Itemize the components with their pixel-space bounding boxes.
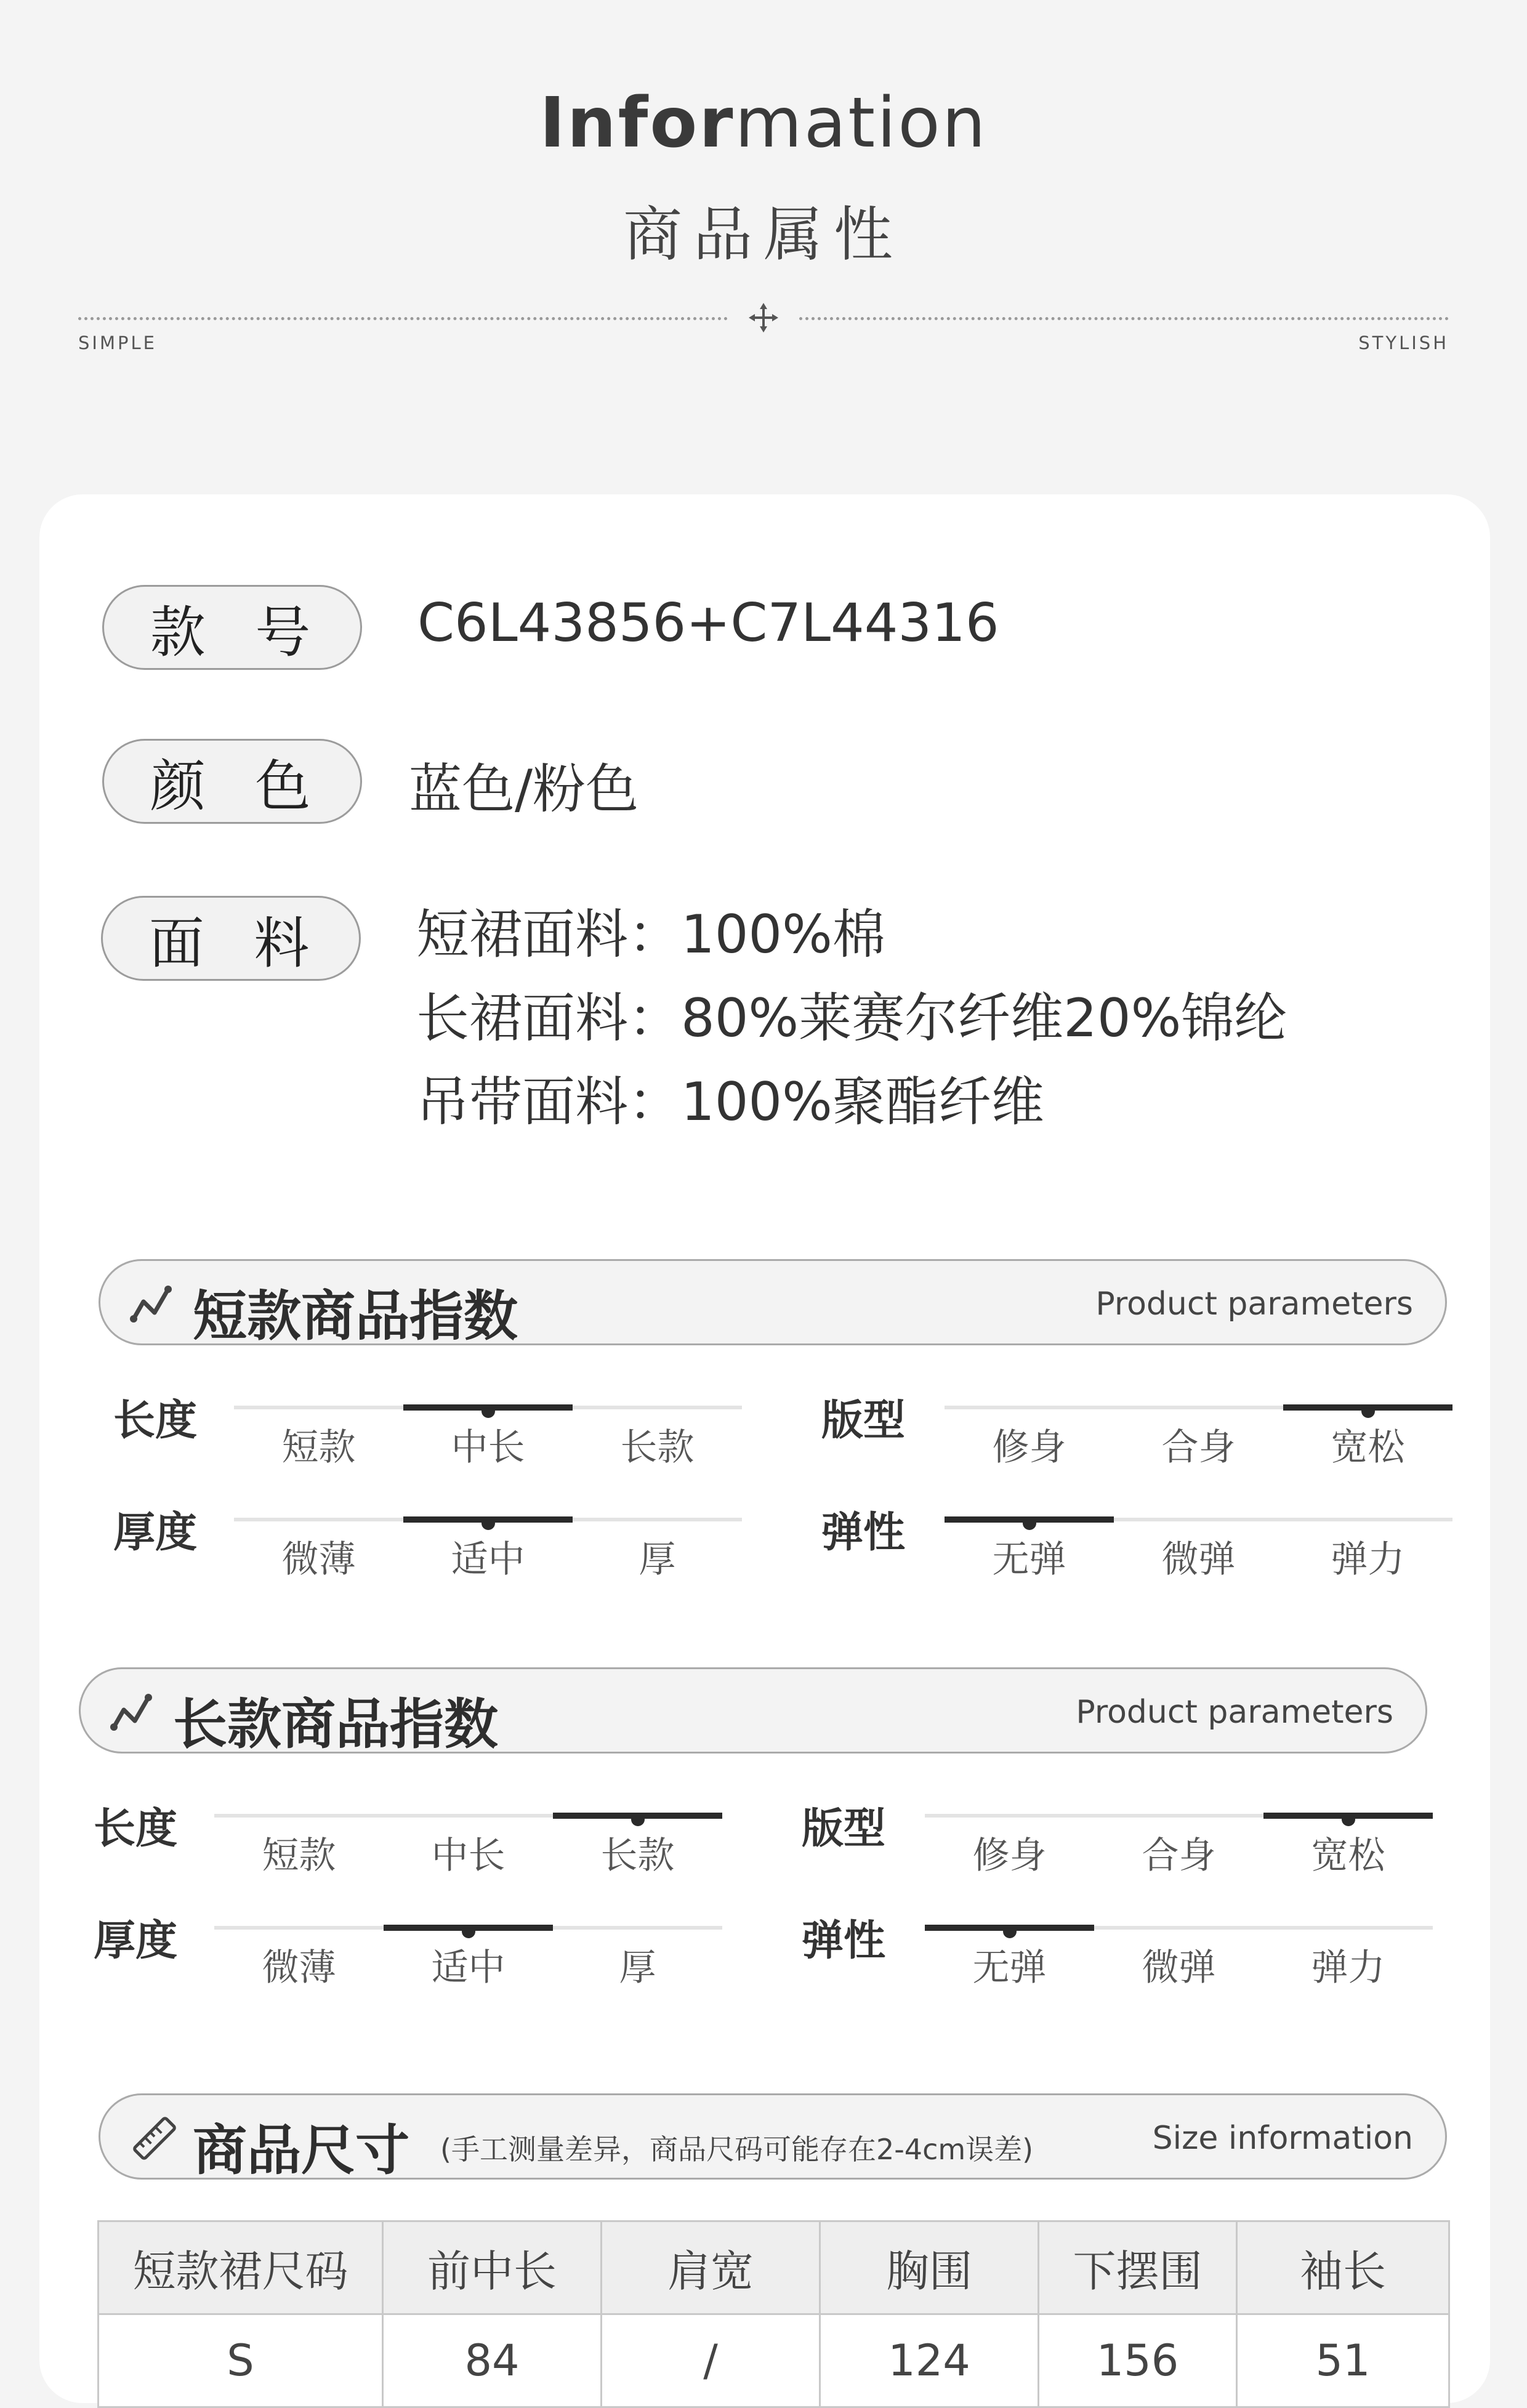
scale-option: 中长 [451, 1426, 525, 1469]
header-hem: 下摆围 [1039, 2221, 1237, 2314]
scale-option: 长款 [620, 1426, 695, 1469]
style-number-value: C6L43856+C7L44316 [417, 592, 999, 654]
scale-label: 版型 [802, 1805, 886, 1853]
header-shoulder: 肩宽 [602, 2221, 820, 2314]
title-light: mation [735, 83, 988, 163]
simple-tag: SIMPLE [78, 332, 157, 353]
scale-option: 合身 [1161, 1426, 1236, 1469]
scale-option: 宽松 [1331, 1426, 1405, 1469]
scale-option: 无弹 [972, 1946, 1047, 1989]
scale-label: 长度 [94, 1805, 178, 1853]
scale-option: 短款 [262, 1834, 336, 1877]
cell-front-length: 84 [383, 2314, 602, 2407]
scale-option: 中长 [431, 1834, 506, 1877]
trend-line-icon [110, 1691, 153, 1734]
size-info-header [99, 2093, 1447, 2180]
scale-option: 弹力 [1311, 1946, 1385, 1989]
scale-indicator-dot [1361, 1404, 1375, 1418]
style-number-label: 款 号 [102, 585, 362, 670]
short-index-title: 短款商品指数 [193, 1284, 518, 1348]
size-info-subtitle: Size information [1152, 2120, 1413, 2157]
ruler-icon [130, 2114, 179, 2163]
scale-indicator-dot [481, 1404, 495, 1418]
color-value: 蓝色/粉色 [409, 759, 639, 820]
scale-label: 版型 [821, 1396, 906, 1445]
scale-option: 修身 [972, 1834, 1047, 1877]
scale-option: 微弹 [1161, 1538, 1236, 1581]
header-chest: 胸围 [820, 2221, 1039, 2314]
divider-left [78, 317, 728, 320]
scale-option: 修身 [992, 1426, 1066, 1469]
trend-line-icon [130, 1283, 173, 1326]
fabric-line-long: 长裙面料：80%莱赛尔纤维20%锦纶 [416, 988, 1287, 1049]
scale-option: 适中 [431, 1946, 506, 1989]
cell-shoulder: / [602, 2314, 820, 2407]
scale-option: 合身 [1142, 1834, 1216, 1877]
scale-indicator-dot [481, 1516, 495, 1530]
size-table [97, 2220, 1450, 2408]
size-info-note: (手工测量差异，商品尺码可能存在2-4cm误差) [440, 2133, 1034, 2166]
scale-label: 弹性 [802, 1917, 886, 1965]
cell-sleeve: 51 [1237, 2314, 1449, 2407]
fabric-line-strap: 吊带面料：100%聚酯纤维 [416, 1071, 1044, 1133]
fabric-label: 面 料 [101, 896, 361, 981]
cell-hem: 156 [1039, 2314, 1237, 2407]
scale-indicator-dot [1003, 1925, 1017, 1938]
cell-chest: 124 [820, 2314, 1039, 2407]
header-sleeve: 袖长 [1237, 2221, 1449, 2314]
long-index-title: 长款商品指数 [173, 1693, 499, 1756]
scale-option: 适中 [451, 1538, 525, 1581]
size-info-title: 商品尺寸 [193, 2119, 410, 2182]
scale-label: 弹性 [821, 1508, 906, 1557]
scale-label: 厚度 [94, 1917, 178, 1965]
compass-cross-icon [746, 300, 781, 335]
fabric-line-short: 短裙面料：100%棉 [416, 904, 885, 965]
long-index-subtitle: Product parameters [1076, 1694, 1393, 1731]
size-table-header-row [99, 2221, 1449, 2314]
scale-indicator-dot [462, 1925, 475, 1938]
stylish-tag: STYLISH [1358, 332, 1449, 353]
fabric-list [416, 893, 1287, 1144]
short-index-header [99, 1259, 1447, 1348]
header-front-length: 前中长 [383, 2221, 602, 2314]
scale-option: 短款 [281, 1426, 356, 1469]
scale-option: 弹力 [1331, 1538, 1405, 1581]
scale-option: 厚 [639, 1538, 676, 1581]
title-bold: Infor [539, 83, 735, 163]
scale-option: 微薄 [281, 1538, 356, 1581]
scale-option: 宽松 [1311, 1834, 1385, 1877]
scale-indicator-dot [1023, 1516, 1036, 1530]
scale-option: 无弹 [992, 1538, 1066, 1581]
scale-option: 长款 [600, 1834, 675, 1877]
scale-label: 长度 [113, 1396, 198, 1445]
scale-option: 微薄 [262, 1946, 336, 1989]
scale-indicator-dot [1342, 1813, 1355, 1826]
scale-indicator-dot [631, 1813, 645, 1826]
scale-option: 微弹 [1142, 1946, 1216, 1989]
cell-size: S [99, 2314, 383, 2407]
divider-right [799, 317, 1449, 320]
page-subtitle: 商品属性 [623, 200, 904, 269]
scale-label: 厚度 [113, 1508, 198, 1557]
header-size: 短款裙尺码 [99, 2221, 383, 2314]
color-label: 颜 色 [102, 739, 362, 824]
page-title [0, 83, 1527, 163]
scale-option: 厚 [619, 1946, 656, 1989]
short-index-subtitle: Product parameters [1095, 1286, 1413, 1323]
long-index-header [79, 1667, 1427, 1754]
table-row [99, 2314, 1449, 2407]
